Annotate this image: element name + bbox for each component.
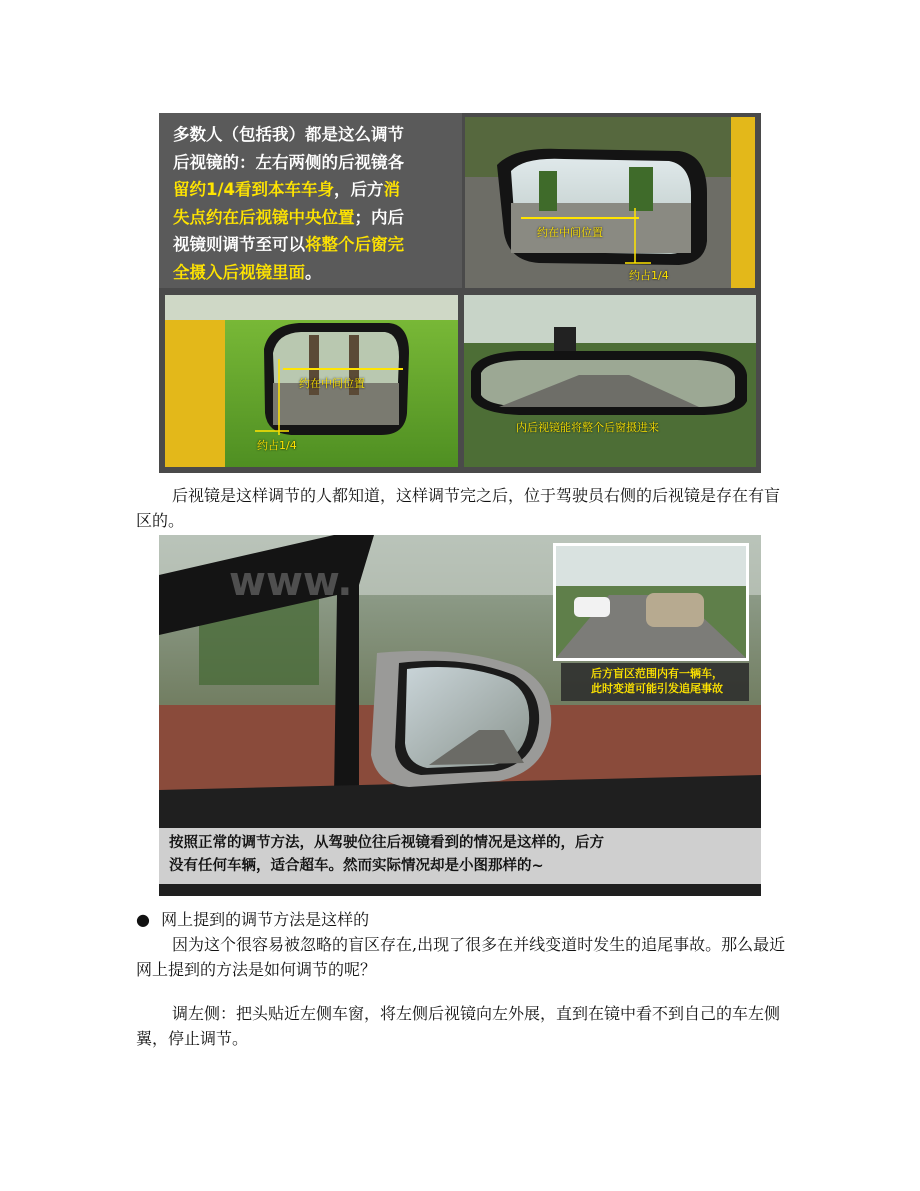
caption-segment: 后视镜的：左右两侧的后视镜各 — [173, 152, 404, 172]
label-inner-mirror: 内后视镜能将整个后窗摄进来 — [516, 421, 659, 434]
inset-caption — [565, 666, 749, 696]
figure-mirror-adjustment — [159, 113, 761, 473]
caption-segment: 视镜则调节至可以 — [173, 235, 305, 254]
bullet-item — [136, 907, 369, 932]
caption-line — [173, 121, 458, 149]
caption-line — [173, 149, 458, 177]
bottom-caption-line: 没有任何车辆，适合超车。然而实际情况却是小图那样的~ — [169, 858, 544, 874]
label-quarter-right-mirror: 约占1/4 — [629, 269, 669, 282]
bottom-caption — [169, 832, 759, 878]
bottom-caption-line: 按照正常的调节方法，从驾驶位往后视镜看到的情况是这样的，后方 — [169, 835, 604, 851]
figure-blind-spot — [159, 535, 761, 896]
bullet-text: 网上提到的调节方法是这样的 — [161, 910, 370, 929]
caption-highlight: 全摄入后视镜里面 — [173, 262, 305, 282]
caption-highlight: 失点约在后视镜中央位置 — [173, 207, 355, 227]
paragraph-rear-end-accidents: 因为这个很容易被忽略的盲区存在,出现了很多在并线变道时发生的追尾事故。那么最近网上提到的方法是如何调节的呢？ — [136, 935, 786, 979]
caption-segment: 多数人（包括我）都是这么调节 — [173, 125, 404, 144]
inset-caption-line: 此时变道可能引发追尾事故 — [591, 682, 723, 695]
bullet-icon: ● — [136, 910, 150, 929]
caption-highlight: 消 — [383, 180, 400, 199]
caption-line — [173, 259, 458, 287]
label-center-right-mirror: 约在中间位置 — [537, 226, 603, 239]
caption-line — [173, 204, 458, 232]
watermark: www. — [229, 559, 353, 605]
label-center-left-mirror: 约在中间位置 — [299, 377, 365, 390]
paragraph-adjust-left: 调左侧：把头贴近左侧车窗，将左侧后视镜向左外展，直到在镜中看不到自己的车左侧翼，停止调节。 — [136, 1004, 781, 1048]
inset-caption-line: 后方盲区范围内有一辆车， — [591, 667, 723, 680]
caption-highlight: 将整个后窗完 — [305, 235, 404, 254]
caption-line — [173, 176, 458, 204]
figure-1-caption — [173, 121, 458, 286]
caption-segment: ，后方 — [334, 180, 384, 199]
caption-highlight: 留约1/4看到本车车身 — [173, 180, 334, 199]
label-quarter-left-mirror: 约占1/4 — [257, 439, 297, 452]
caption-segment: 。 — [305, 262, 322, 282]
caption-line — [173, 231, 458, 259]
paragraph-blind-spot: 后视镜是这样调节的人都知道，这样调节完之后，位于驾驶员右侧的后视镜是存在有盲区的。 — [136, 486, 781, 530]
caption-segment: ；内后 — [354, 207, 404, 227]
